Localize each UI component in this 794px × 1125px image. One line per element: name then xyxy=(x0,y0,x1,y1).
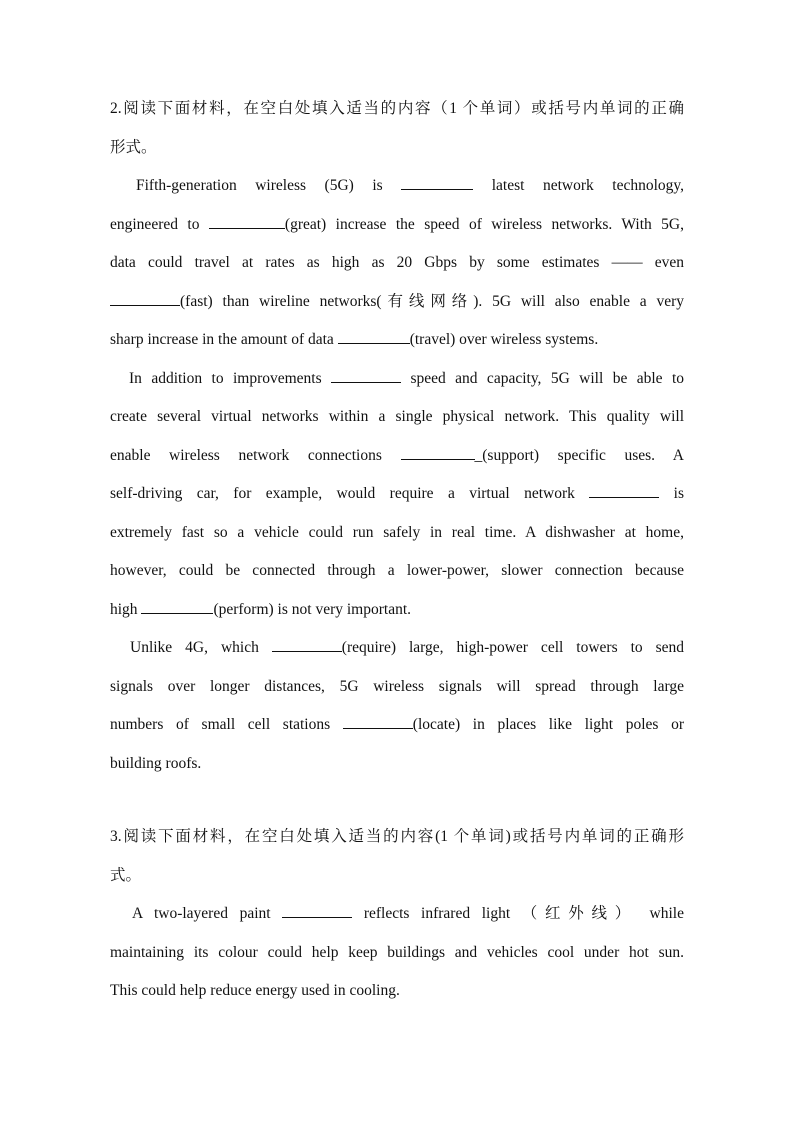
q2-p2-line-3: enable wireless network connections _(support) specific uses. A xyxy=(110,437,684,476)
question-3-heading-cont: 式。 xyxy=(110,866,142,884)
q2-p3-line-1: Unlike 4G, which (require) large, high-power cell towers to send xyxy=(110,629,684,668)
question-2-heading-cont: 形式。 xyxy=(110,138,157,156)
q2-p2-line-5: extremely fast so a vehicle could run safely in real time. A dishwasher at home, xyxy=(110,523,684,541)
q2-p1-line-1: Fifth-generation wireless (5G) is latest network technology, xyxy=(110,167,684,206)
question-3-heading: 3.阅读下面材料，在空白处填入适当的内容(1 个单词)或括号内单词的正确形 xyxy=(110,828,684,845)
answer-blank-10[interactable] xyxy=(343,711,413,729)
q2-p2-line-4: self-driving car, for example, would require a virtual network is xyxy=(110,475,684,514)
answer-blank-2[interactable] xyxy=(209,211,285,229)
q2-p2-line-7: high (perform) is not very important. xyxy=(110,591,684,630)
answer-blank-3[interactable] xyxy=(110,288,180,306)
q2-p3-line-4: building roofs. xyxy=(110,754,202,772)
q2-p3-line-3: numbers of small cell stations (locate) in places like light poles or xyxy=(110,706,684,745)
q2-p1-line-4: (fast) than wireline networks(有线网络). 5G will also enable a very xyxy=(110,283,684,322)
answer-blank-1[interactable] xyxy=(401,172,473,190)
answer-blank-6[interactable] xyxy=(401,442,475,460)
answer-blank-7[interactable] xyxy=(589,480,659,498)
q2-p1-line-2: engineered to (great) increase the speed of wireless networks. With 5G, xyxy=(110,206,684,245)
q3-p1-line-1: A two-layered paint reflects infrared light （红外线） while xyxy=(110,895,684,934)
q2-p1-line-5: sharp increase in the amount of data (travel) over wireless systems. xyxy=(110,321,684,360)
q2-p1-line-3: data could travel at rates as high as 20 Gbps by some estimates —— even xyxy=(110,254,684,271)
q2-p2-line-1: In addition to improvements speed and capacity, 5G will be able to xyxy=(110,360,684,399)
q3-p1-line-2: maintaining its colour could help keep buildings and vehicles cool under hot sun. xyxy=(110,943,684,961)
q2-p3-line-2: signals over longer distances, 5G wireless signals will spread through large xyxy=(110,677,684,695)
q2-p2-line-6: however, could be connected through a lower-power, slower connection because xyxy=(110,562,684,579)
q2-p2-line-2: create several virtual networks within a single physical network. This quality will xyxy=(110,408,684,425)
q3-p1-line-3: This could help reduce energy used in cooling. xyxy=(110,982,400,999)
answer-blank-8[interactable] xyxy=(141,596,213,614)
question-2-heading: 2.阅读下面材料，在空白处填入适当的内容（1 个单词）或括号内单词的正确 xyxy=(110,100,684,117)
answer-blank-9[interactable] xyxy=(272,634,342,652)
document-page xyxy=(110,90,684,1011)
answer-blank-11[interactable] xyxy=(282,900,352,918)
section-gap xyxy=(110,783,684,818)
answer-blank-5[interactable] xyxy=(331,365,401,383)
answer-blank-4[interactable] xyxy=(338,326,410,344)
